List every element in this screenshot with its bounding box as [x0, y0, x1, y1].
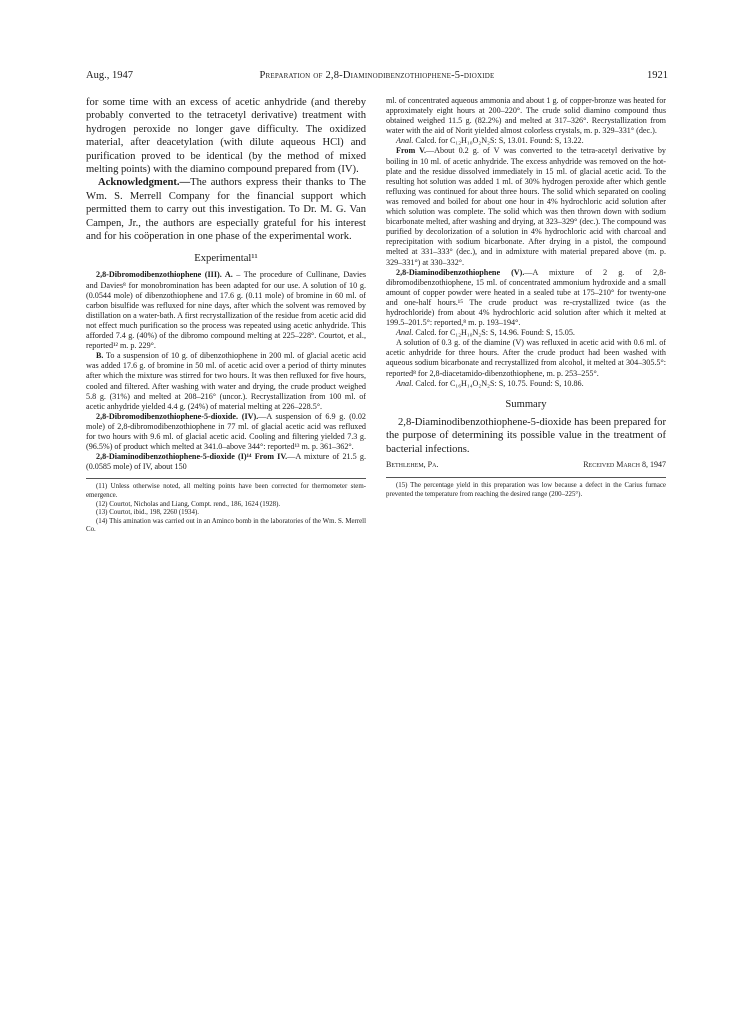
header-title: Preparation of 2,8-Diaminodibenzothiophene-5-dioxide: [259, 70, 495, 81]
diamine-v-title: 2,8-Diaminodibenzothiophene (V).: [396, 267, 525, 277]
analysis-3: [386, 379, 666, 389]
exp2-body: To a suspension of 10 g. of dibenzothiophene in 200 ml. of glacial acetic acid was added 17.6 g. of bromine in 50 ml. of acetic acid over a period of thirty minutes after which the mixture was stirred for two hours. It was then refluxed for five hours, cooled and filtered. After washing with water and drying, the crude product weighed 5.8 g. (31%) and melted at 208–216° (uncor.). Recrystallization from 100 ml. of acetic anhydride yielded 4.4 g. (24%) of material melting at 226–228.5°.: [86, 351, 366, 411]
received-date: Received March 8, 1947: [583, 459, 666, 469]
footnote-11: (11) Unless otherwise noted, all melting points have been corrected for thermometer stem-emergence.: [86, 483, 366, 499]
acetylation-paragraph: A solution of 0.3 g. of the diamine (V) was refluxed in acetic acid with 0.6 ml. of acetic anhydride for three hours. After the crude product had been washed with aqueous sodium bicarbonate and recrystallized from alcohol, it melted at 304–305.5°: reported⁸ for 2,8-diacetamido-dibenzothiophene, m. p. 253–255°.: [386, 338, 666, 378]
exp1-body: – The procedure of Cullinane, Davies and Davies⁸ for monobromination has been adapted for our use. A solution of 10 g. (0.0544 mole) of dibenzothiophene and 17.6 g. (0.11 mole) of bromine in 60 ml. of carbon bisulfide was refluxed for nine days, after which the solvent was removed by distillation on a water-bath. A first recrystallization of the residue from acetic acid did not effect much purification so the process was repeated using acetic anhydride. This afforded 7.4 g. (40%) of the dibromo compound melting at 225–228°. Courtot, et al., reported¹² m. p. 229°.: [86, 270, 366, 351]
acknowledgment-title: Acknowledgment.—: [98, 177, 191, 189]
signature-line: [386, 459, 666, 471]
acknowledgment-body: The authors express their thanks to The Wm. S. Merrell Company for the financial support which permitted them to carry out this investigation. To Dr. M. G. Van Campen, Jr., the authors are especially grateful for his interest and for his coöperation in one phase of the experimental work.: [86, 177, 366, 243]
exp1-title: 2,8-Dibromodibenzothiophene (III). A.: [96, 270, 233, 280]
experimental-paragraph-1: [86, 270, 366, 351]
signature-place: Bethlehem, Pa.: [386, 459, 439, 469]
exp4-body: —A mixture of 21.5 g. (0.0585 mole) of IV, about 150: [86, 452, 366, 472]
experimental-paragraph-2: [86, 351, 366, 412]
anal-label-2: Anal.: [396, 328, 414, 338]
analysis-1-body: Calcd. for C₁₂H₁₀O₂N₂S: S, 13.01. Found: S, 13.22.: [413, 136, 584, 146]
intro-paragraph: for some time with an excess of acetic anhydride (and thereby probably converted to the tetracetyl derivative) treatment with hydrogen peroxide no longer gave difficulty. The oxidized material, after deacetylation (with dilute aqueous HCl) and purification proved to be identical (by the method of mixed melting points) with the diamino compound prepared from (IV).: [86, 97, 366, 176]
analysis-3-body: Calcd. for C₁₆H₁₄O₂N₂S: S, 10.75. Found: S, 10.86.: [413, 378, 584, 388]
footnote-12: (12) Courtot, Nicholas and Liang, Compt. rend., 186, 1624 (1928).: [96, 500, 281, 508]
anal-label-3: Anal.: [396, 378, 414, 388]
exp3-title: 2,8-Dibromodibenzothiophene-5-dioxide. (IV).: [96, 411, 259, 421]
from-v-paragraph: [386, 146, 666, 267]
experimental-heading: Experimental¹¹: [194, 253, 258, 265]
page-number: 1921: [647, 70, 668, 81]
acknowledgment-paragraph: [86, 176, 366, 243]
exp2-title: B.: [96, 351, 104, 361]
from-v-title: From V.: [396, 146, 427, 156]
exp3-body: —A suspension of 6.9 g. (0.02 mole) of 2,8-dibromodibenzothiophene in 77 ml. of glacial acetic acid was refluxed for two hours with 9.6 ml. of glacial acetic acid. Cooling and filtering yielded 7.3 g. (96.5%) of product which melted at 341.0–above 344°: reported¹³ m. p. 361–362°.: [86, 411, 366, 452]
footnote-15: (15) The percentage yield in this preparation was low because a defect in the Carius furnace prevented the temperature from reaching the desired range (200–225°).: [386, 481, 666, 498]
continuation-paragraph: ml. of concentrated aqueous ammonia and about 1 g. of copper-bronze was heated for approximately eight hours at 200–220°. The crude solid diamino compound thus obtained weighed 11.5 g. (82.2%) and melted at 317–326°. Recrystallization from water with the aid of Norit yielded almost colorless crystals, m. p. 329–331° (dec.).: [386, 96, 666, 136]
right-column: [386, 96, 666, 499]
anal-label-1: Anal.: [396, 136, 414, 146]
analysis-2-body: Calcd. for C₁₂H₁₀N₂S: S, 14.96. Found: S, 15.05.: [413, 328, 575, 338]
from-v-body: —About 0.2 g. of V was converted to the tetra-acetyl derivative by boiling in 10 ml. of acetic anhydride. The excess anhydride was removed on the hot-plate and the residue dissolved immediately in 15 ml. of glacial acetic acid. To the resulting hot solution was added 1 ml. of 30% hydrogen peroxide after which gentle refluxing was continued for about three hours. The solid which separated on cooling was removed and boiled for about one hour in 4% hydrochloric acid solution after which solution was complete. The solid which was then thrown down with sodium bicarbonate melted, after washing and drying, at 323–329° (dec.). The compound was purified by decolorization of a solution in 4% hydrochloric acid with charcoal and reprecipitation with sodium bicarbonate. After drying in a pistol, the compound melted at 331–333° (dec.), and in admixture with material prepared above (m. p. 329–331°) at 330–332°.: [386, 146, 666, 267]
exp4-title: 2,8-Diaminodibenzothiophene-5-dioxide (I)¹⁴ From IV.: [96, 452, 288, 462]
footnote-rule-right: [386, 477, 666, 478]
footnote-14: (14) This amination was carried out in an Aminco bomb in the laboratories of the Wm. S. Merrell Co.: [86, 517, 366, 534]
diamine-v-paragraph: [386, 268, 666, 329]
diamine-v-body: —A mixture of 2 g. of 2,8-dibromodibenzothiophene, 15 ml. of concentrated ammonium hydroxide and a small amount of copper powder were heated in a sealed tube at 175–210° for twenty-one and one-half hours.¹⁵ The crude product was re-crystallized twice (as the hydrochloride) from about 4% hydrochloric acid solution after which it melted at 199.5–201.5°: reported,⁸ m. p. 193–194°.: [386, 267, 666, 328]
analysis-2: [386, 328, 666, 338]
summary-paragraph: 2,8-Diaminodibenzothiophene-5-dioxide has been prepared for the purpose of determining its possible value in the treatment of bacterial infections.: [386, 416, 666, 455]
experimental-paragraph-3: [86, 412, 366, 452]
running-header: [86, 70, 668, 86]
header-date: Aug., 1947: [86, 70, 133, 81]
footnote-rule: [86, 478, 366, 479]
footnote-13: (13) Courtot, ibid., 198, 2260 (1934).: [96, 509, 199, 517]
experimental-paragraph-4: [86, 452, 366, 472]
left-column: [86, 96, 366, 535]
analysis-1: [386, 136, 666, 146]
summary-heading: Summary: [505, 398, 547, 410]
